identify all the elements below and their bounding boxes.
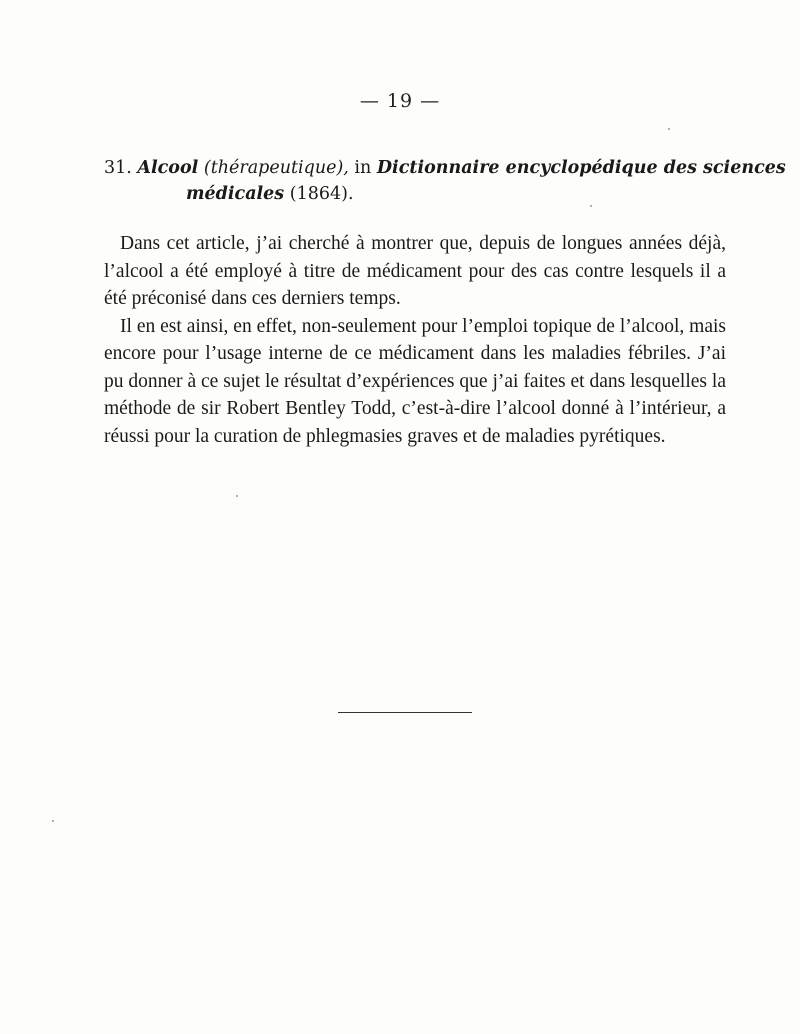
entry-number: 31. — [104, 158, 132, 178]
paragraph-2: Il en est ainsi, en effet, non-seulement pour l’emploi topique de l’alcool, mais encore pour l’usage interne de ce médicament dans les maladies fébriles. J’ai pu donner à ce sujet le résultat d’expériences que j’ai faites et dans lesquelles la méthode de sir Robert Bentley Todd, c’est-à-dire l’alcool donné à l’intérieur, a réussi pour la curation de phlegmasies graves et de maladies pyrétiques. — [104, 315, 726, 447]
body-text — [104, 230, 726, 450]
paper-speck — [668, 128, 670, 130]
paper-speck — [590, 205, 592, 207]
paragraph-1: Dans cet article, j’ai cherché à montrer que, depuis de longues années déjà, l’alcool a été employé à titre de médicament pour des cas contre lesquels il a été préconisé dans ces derniers temps. — [104, 233, 726, 309]
entry-dictionary-cont: médicales — [186, 184, 285, 204]
entry-title: Alcool — [137, 158, 199, 178]
page-number: — 19 — — [359, 90, 441, 112]
section-divider — [338, 712, 472, 713]
entry-in: in — [354, 158, 372, 178]
entry-year: (1864). — [289, 184, 354, 204]
entry-line-1 — [104, 155, 786, 181]
entry-dictionary: Dictionnaire encyclopédique des sciences — [376, 158, 786, 178]
entry-line-2 — [104, 181, 724, 207]
entry-title-paren: (thérapeutique), — [203, 158, 349, 178]
bibliography-entry — [104, 155, 786, 207]
paper-speck — [236, 495, 238, 497]
paper-speck — [52, 820, 54, 822]
